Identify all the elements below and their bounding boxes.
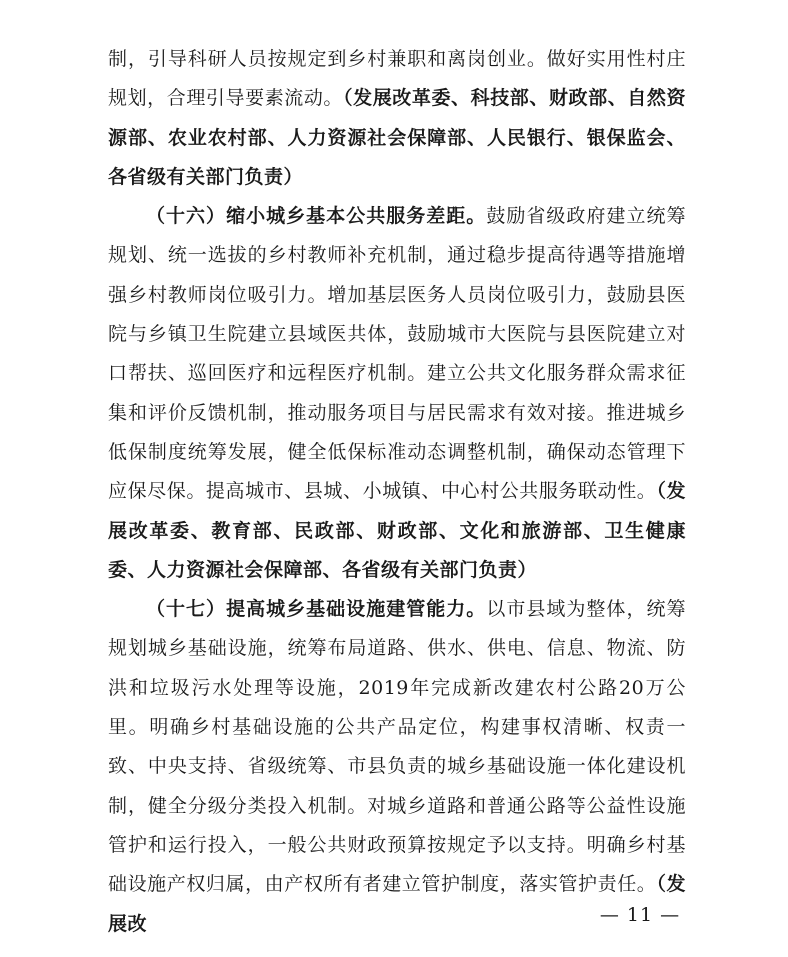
responsible-departments: （发展改革委、教育部、民政部、财政部、文化和旅游部、卫生健康委、人力资源社会保障部、各省级有关部门负责）: [108, 480, 686, 581]
paragraph-item-17: [108, 590, 686, 944]
paragraph-text: 鼓励省级政府建立统筹规划、统一选拔的乡村教师补充机制，通过稳步提高待遇等措施增强乡村教师岗位吸引力。增加基层医务人员岗位吸引力，鼓励县医院与乡镇卫生院建立县域医共体，鼓励城市大医院与县医院建立对口帮扶、巡回医疗和远程医疗机制。建立公共文化服务群众需求征集和评价反馈机制，推动服务项目与居民需求有效对接。推进城乡低保制度统筹发展，健全低保标准动态调整机制，确保动态管理下应保尽保。提高城市、县城、小城镇、中心村公共服务联动性。: [108, 205, 686, 503]
paragraph-continuation: [108, 40, 686, 197]
paragraph-item-16: [108, 197, 686, 590]
responsible-departments: （发展改革委、科技部、财政部、自然资源部、农业农村部、人力资源社会保障部、人民银行、银保监会、各省级有关部门负责）: [108, 87, 686, 188]
paragraph-text: 制，引导科研人员按规定到乡村兼职和离岗创业。做好实用性村庄规划，合理引导要素流动。: [108, 48, 686, 110]
document-body: [108, 40, 686, 944]
paragraph-text: 以市县域为整体，统筹规划城乡基础设施，统筹布局道路、供水、供电、信息、物流、防洪和垃圾污水处理等设施，2019年完成新改建农村公路20万公里。明确乡村基础设施的公共产品定位，构建事权清晰、权责一致、中央支持、省级统筹、市县负责的城乡基础设施一体化建设机制，健全分级分类投入机制。对城乡道路和普通公路等公益性设施管护和运行投入，一般公共财政预算按规定予以支持。明确乡村基础设施产权归属，由产权所有者建立管护制度，落实管护责任。: [108, 598, 686, 896]
section-heading-16: （十六）缩小城乡基本公共服务差距。: [146, 205, 487, 228]
page-number: — 11 —: [599, 904, 681, 926]
section-heading-17: （十七）提高城乡基础设施建管能力。: [146, 598, 487, 621]
responsible-departments: （发展改: [108, 873, 686, 935]
